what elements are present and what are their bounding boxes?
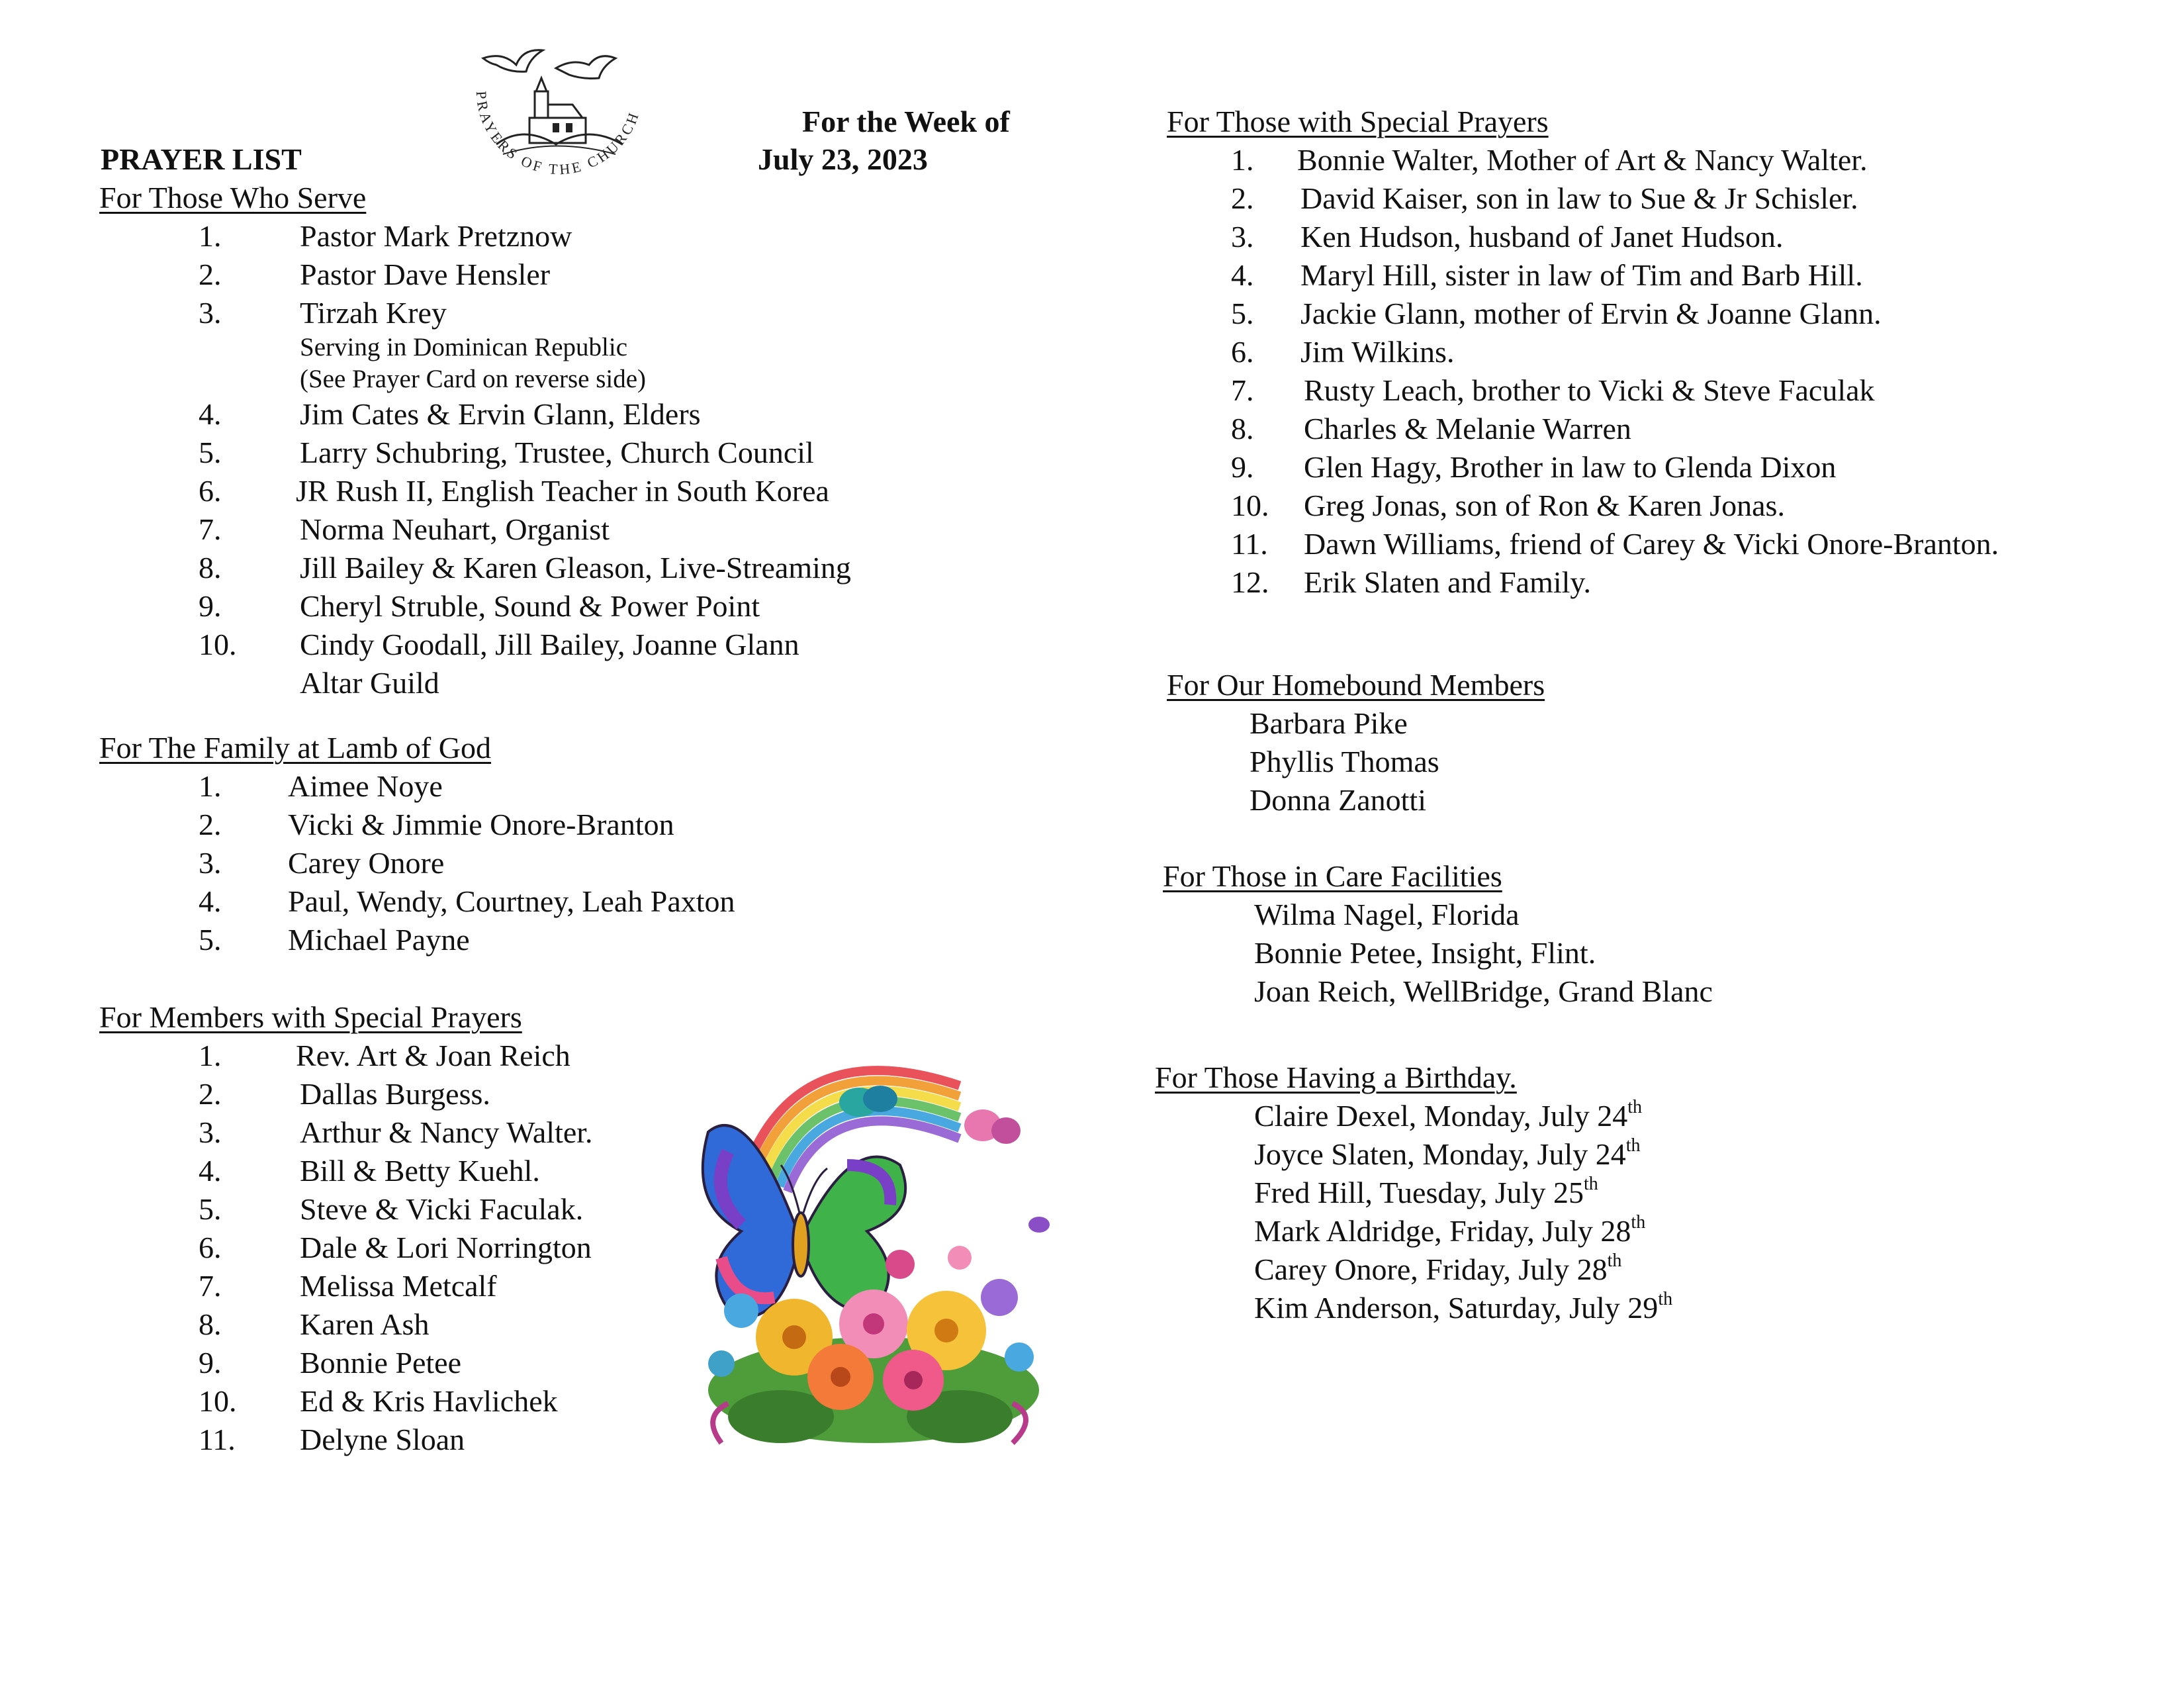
list-item: Dale & Lori Norrington bbox=[300, 1231, 592, 1264]
list-item-number: 7. bbox=[1231, 373, 1254, 407]
list-item-number: 1. bbox=[199, 769, 222, 803]
list-item-number: 10. bbox=[199, 1384, 237, 1418]
week-date: July 23, 2023 bbox=[758, 142, 928, 176]
list-item: Carey Onore bbox=[288, 846, 445, 880]
list-item: Wilma Nagel, Florida bbox=[1254, 898, 1520, 931]
list-item-number: 5. bbox=[199, 1192, 222, 1226]
list-item: Ed & Kris Havlichek bbox=[300, 1384, 558, 1418]
list-item: Charles & Melanie Warren bbox=[1304, 412, 1631, 445]
list-item-number: 2. bbox=[1231, 181, 1254, 215]
list-item-number: 10. bbox=[199, 628, 237, 661]
list-item-number: 2. bbox=[199, 808, 222, 841]
list-item-number: 5. bbox=[1231, 297, 1254, 330]
list-item: Joan Reich, WellBridge, Grand Blanc bbox=[1254, 974, 1713, 1008]
birthday-item: Joyce Slaten, Monday, July 24th bbox=[1254, 1135, 1641, 1171]
list-item: Bill & Betty Kuehl. bbox=[300, 1154, 540, 1188]
week-label: For the Week of bbox=[802, 105, 1010, 138]
list-item: Larry Schubring, Trustee, Church Council bbox=[300, 436, 814, 469]
birthday-item: Carey Onore, Friday, July 28th bbox=[1254, 1250, 1622, 1286]
list-item: Steve & Vicki Faculak. bbox=[300, 1192, 584, 1226]
section-heading-birthday: For Those Having a Birthday. bbox=[1155, 1060, 1517, 1094]
list-item: JR Rush II, English Teacher in South Korea bbox=[296, 474, 829, 508]
list-item: Phyllis Thomas bbox=[1250, 745, 1439, 778]
list-item-number: 1. bbox=[1231, 143, 1254, 177]
list-item-number: 9. bbox=[199, 1346, 222, 1380]
birthday-item: Mark Aldridge, Friday, July 28th bbox=[1254, 1211, 1646, 1248]
list-item: Norma Neuhart, Organist bbox=[300, 512, 610, 546]
list-item-number: 4. bbox=[199, 884, 222, 918]
section-heading-family: For The Family at Lamb of God bbox=[99, 731, 491, 765]
list-item-number: 3. bbox=[199, 1115, 222, 1149]
list-item: Glen Hagy, Brother in law to Glenda Dixon bbox=[1304, 450, 1837, 484]
list-item-number: 5. bbox=[199, 923, 222, 957]
section-heading-serve: For Those Who Serve bbox=[99, 181, 367, 214]
list-item: Donna Zanotti bbox=[1250, 783, 1426, 817]
list-item-number: 4. bbox=[1231, 258, 1254, 292]
list-item: Bonnie Petee, Insight, Flint. bbox=[1254, 936, 1596, 970]
list-item-number: 4. bbox=[199, 397, 222, 431]
list-item: Rev. Art & Joan Reich bbox=[296, 1039, 570, 1072]
list-item: Erik Slaten and Family. bbox=[1304, 565, 1591, 599]
list-item-number: 12. bbox=[1231, 565, 1269, 599]
list-item-number: 6. bbox=[199, 1231, 222, 1264]
church-logo-icon bbox=[457, 45, 655, 191]
list-item: Pastor Mark Pretznow bbox=[300, 219, 572, 253]
list-item-number: 11. bbox=[1231, 527, 1268, 561]
section-heading-members: For Members with Special Prayers bbox=[99, 1000, 522, 1034]
list-item: Pastor Dave Hensler bbox=[300, 258, 551, 291]
list-item-number: 3. bbox=[199, 296, 222, 330]
list-item: Barbara Pike bbox=[1250, 706, 1408, 740]
list-item-number: 2. bbox=[199, 258, 222, 291]
birthday-item: Claire Dexel, Monday, July 24th bbox=[1254, 1096, 1643, 1133]
list-item-number: 8. bbox=[199, 1307, 222, 1341]
list-item: Aimee Noye bbox=[288, 769, 443, 803]
list-item: Dallas Burgess. bbox=[300, 1077, 490, 1111]
page-title: PRAYER LIST bbox=[101, 142, 302, 176]
list-item: Maryl Hill, sister in law of Tim and Barb Hill. bbox=[1300, 258, 1863, 292]
list-item-number: 2. bbox=[199, 1077, 222, 1111]
list-item: Tirzah Krey bbox=[300, 296, 447, 330]
list-item-number: 7. bbox=[199, 1269, 222, 1303]
list-item-note: Serving in Dominican Republic bbox=[300, 333, 628, 361]
list-item: Michael Payne bbox=[288, 923, 470, 957]
list-item: Ken Hudson, husband of Janet Hudson. bbox=[1300, 220, 1784, 254]
list-item: Rusty Leach, brother to Vicki & Steve Faculak bbox=[1304, 373, 1875, 407]
list-item-number: 1. bbox=[199, 1039, 222, 1072]
list-item-number: 8. bbox=[199, 551, 222, 585]
list-item-number: 5. bbox=[199, 436, 222, 469]
list-item-number: 9. bbox=[199, 589, 222, 623]
list-item: Jackie Glann, mother of Ervin & Joanne Glann. bbox=[1300, 297, 1882, 330]
list-item: Arthur & Nancy Walter. bbox=[300, 1115, 593, 1149]
list-item-number: 9. bbox=[1231, 450, 1254, 484]
list-item: Jill Bailey & Karen Gleason, Live-Streaming bbox=[300, 551, 851, 585]
list-item-number: 10. bbox=[1231, 489, 1269, 522]
list-item: Cheryl Struble, Sound & Power Point bbox=[300, 589, 760, 623]
list-item: Altar Guild bbox=[300, 666, 439, 700]
list-item: Greg Jonas, son of Ron & Karen Jonas. bbox=[1304, 489, 1785, 522]
butterfly-flowers-illustration bbox=[682, 1033, 1066, 1456]
list-item-number: 6. bbox=[199, 474, 222, 508]
list-item: Paul, Wendy, Courtney, Leah Paxton bbox=[288, 884, 735, 918]
list-item-number: 3. bbox=[199, 846, 222, 880]
list-item-number: 1. bbox=[199, 219, 222, 253]
section-heading-homebound: For Our Homebound Members bbox=[1167, 668, 1545, 702]
list-item: Bonnie Walter, Mother of Art & Nancy Walter. bbox=[1297, 143, 1868, 177]
list-item: David Kaiser, son in law to Sue & Jr Schisler. bbox=[1300, 181, 1858, 215]
list-item: Jim Wilkins. bbox=[1300, 335, 1455, 369]
list-item: Delyne Sloan bbox=[300, 1423, 465, 1456]
list-item: Vicki & Jimmie Onore-Branton bbox=[288, 808, 674, 841]
list-item: Karen Ash bbox=[300, 1307, 430, 1341]
list-item: Melissa Metcalf bbox=[300, 1269, 497, 1303]
list-item-number: 6. bbox=[1231, 335, 1254, 369]
list-item: Cindy Goodall, Jill Bailey, Joanne Glann bbox=[300, 628, 799, 661]
section-heading-care: For Those in Care Facilities bbox=[1163, 859, 1502, 893]
list-item-number: 3. bbox=[1231, 220, 1254, 254]
list-item-number: 4. bbox=[199, 1154, 222, 1188]
list-item-number: 8. bbox=[1231, 412, 1254, 445]
birthday-item: Kim Anderson, Saturday, July 29th bbox=[1254, 1288, 1673, 1325]
list-item: Jim Cates & Ervin Glann, Elders bbox=[300, 397, 701, 431]
section-heading-special: For Those with Special Prayers bbox=[1167, 105, 1549, 138]
list-item: Dawn Williams, friend of Carey & Vicki Onore-Branton. bbox=[1304, 527, 1999, 561]
birthday-item: Fred Hill, Tuesday, July 25th bbox=[1254, 1173, 1598, 1209]
list-item-number: 11. bbox=[199, 1423, 236, 1456]
list-item-number: 7. bbox=[199, 512, 222, 546]
logo-text: PRAYERS OF THE CHURCH bbox=[473, 90, 643, 178]
list-item-note: (See Prayer Card on reverse side) bbox=[300, 365, 647, 393]
list-item: Bonnie Petee bbox=[300, 1346, 461, 1380]
svg-text:PRAYERS OF THE CHURCH bbox=[473, 91, 643, 178]
